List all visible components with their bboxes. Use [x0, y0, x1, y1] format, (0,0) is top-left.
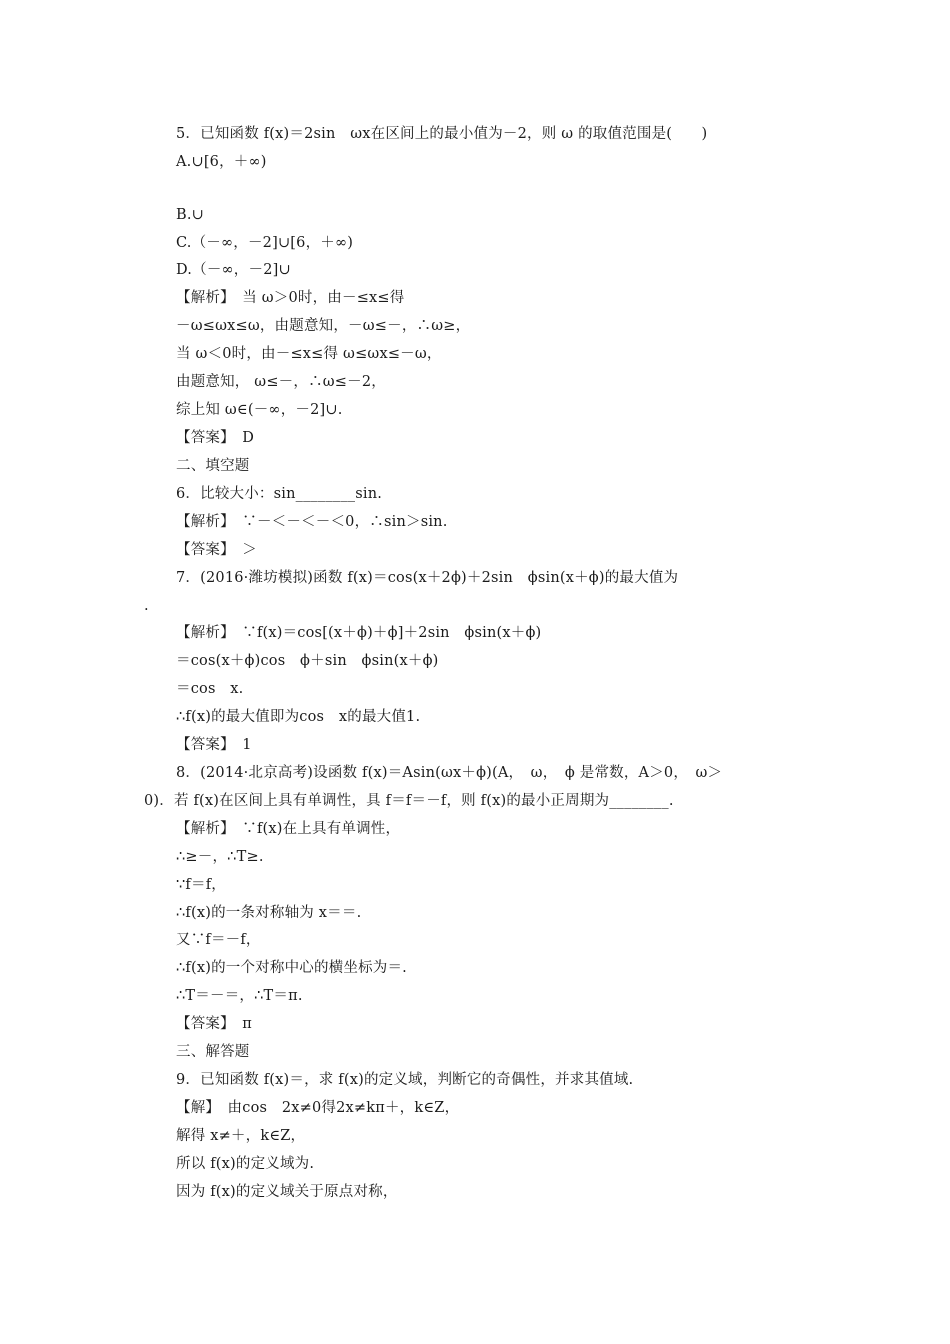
question-9-solution-1: 【解】 由cos 2x≠0得2x≠kπ＋，k∈Z， — [176, 1100, 460, 1116]
question-8-answer: 【答案】 π — [176, 1016, 252, 1032]
question-5-option-c: C.（－∞，－2]∪[6，＋∞) — [176, 235, 354, 251]
question-6-stem: 6．比较大小：sin________sin. — [176, 486, 383, 502]
question-8-analysis-1: 【解析】 ∵f(x)在上具有单调性， — [176, 821, 401, 837]
question-5-option-b: B.∪ — [176, 207, 205, 223]
question-5-option-a: A.∪[6，＋∞) — [176, 154, 267, 170]
question-5-option-d: D.（－∞，－2]∪ — [176, 262, 291, 278]
question-5-stem: 5．已知函数 f(x)＝2sin ωx在区间上的最小值为－2，则 ω 的取值范围是( ) — [176, 126, 708, 142]
question-9-solution-4: 因为 f(x)的定义域关于原点对称， — [176, 1184, 398, 1200]
question-7-analysis-3: ＝cos x. — [176, 681, 244, 697]
question-7-stem-continued: . — [144, 598, 149, 614]
question-5-analysis-4: 由题意知， ω≤－，∴ω≤－2， — [176, 374, 386, 390]
question-7-analysis-2: ＝cos(x＋ϕ)cos ϕ＋sin ϕsin(x＋ϕ) — [176, 653, 439, 669]
question-6-answer: 【答案】 ＞ — [176, 542, 257, 558]
question-8-analysis-5: 又∵f＝－f， — [176, 932, 261, 948]
question-5-analysis-5: 综上知 ω∈(－∞，－2]∪. — [176, 402, 343, 418]
question-8-stem: 8．(2014·北京高考)设函数 f(x)＝Asin(ωx＋ϕ)(A， ω， ϕ 是常数，A＞0， ω＞ — [176, 765, 723, 781]
question-7-analysis-1: 【解析】 ∵f(x)＝cos[(x＋ϕ)＋ϕ]＋2sin ϕsin(x＋ϕ) — [176, 625, 542, 641]
question-8-stem-continued: 0)．若 f(x)在区间上具有单调性，具 f＝f＝－f，则 f(x)的最小正周期为________. — [144, 793, 674, 809]
section-solution-heading: 三、解答题 — [176, 1044, 250, 1060]
question-8-analysis-6: ∴f(x)的一个对称中心的横坐标为＝. — [176, 960, 407, 976]
question-5-answer: 【答案】 D — [176, 430, 255, 446]
question-6-analysis: 【解析】 ∵－＜－＜－＜0，∴sin＞sin. — [176, 514, 448, 530]
question-5-analysis-2: －ω≤ωx≤ω，由题意知，－ω≤－，∴ω≥， — [176, 318, 471, 334]
question-5-analysis-3: 当 ω＜0时，由－≤x≤得 ω≤ωx≤－ω， — [176, 346, 442, 362]
question-9-solution-3: 所以 f(x)的定义域为. — [176, 1156, 315, 1172]
question-8-analysis-2: ∴≥－，∴T≥. — [176, 849, 264, 865]
question-9-stem: 9．已知函数 f(x)＝，求 f(x)的定义域，判断它的奇偶性，并求其值域. — [176, 1072, 634, 1088]
question-7-answer: 【答案】 1 — [176, 737, 252, 753]
section-fill-in-heading: 二、填空题 — [176, 458, 250, 474]
question-9-solution-2: 解得 x≠＋，k∈Z， — [176, 1128, 306, 1144]
question-8-analysis-3: ∵f＝f， — [176, 877, 226, 893]
question-8-analysis-4: ∴f(x)的一条对称轴为 x＝＝. — [176, 905, 362, 921]
question-7-analysis-4: ∴f(x)的最大值即为cos x的最大值1. — [176, 709, 421, 725]
question-7-stem: 7．(2016·潍坊模拟)函数 f(x)＝cos(x＋2ϕ)＋2sin ϕsin(x＋ϕ)的最大值为 — [176, 570, 679, 586]
question-5-analysis-1: 【解析】 当 ω＞0时，由－≤x≤得 — [176, 290, 405, 306]
question-8-analysis-7: ∴T＝－＝，∴T＝π. — [176, 988, 303, 1004]
